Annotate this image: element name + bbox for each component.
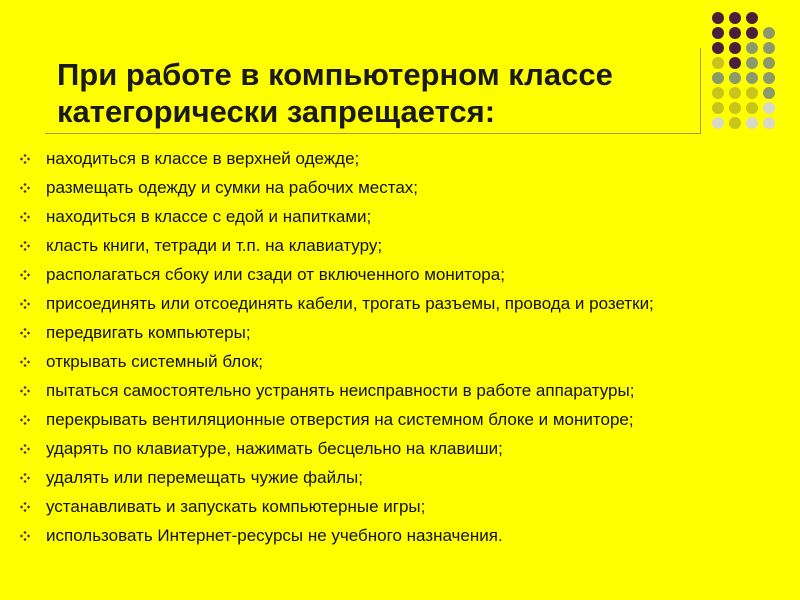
list-item bbox=[18, 351, 788, 372]
decorative-dot bbox=[746, 102, 758, 114]
list-item bbox=[18, 525, 788, 546]
title-line-2: категорически запрещается: bbox=[57, 94, 496, 129]
decorative-dot bbox=[746, 57, 758, 69]
list-item bbox=[18, 467, 788, 488]
diamond-bullet-icon bbox=[20, 444, 30, 454]
list-item bbox=[18, 264, 788, 285]
diamond-bullet-icon bbox=[20, 241, 30, 251]
title-box bbox=[45, 48, 701, 134]
diamond-bullet-icon bbox=[20, 473, 30, 483]
list-item-text: размещать одежду и сумки на рабочих местах; bbox=[46, 178, 419, 197]
list-item bbox=[18, 438, 788, 459]
diamond-bullet-icon bbox=[20, 212, 30, 222]
decorative-dot bbox=[763, 117, 775, 129]
diamond-bullet-icon bbox=[20, 386, 30, 396]
decorative-dot bbox=[729, 57, 741, 69]
diamond-bullet-icon bbox=[20, 299, 30, 309]
list-item-text: ударять по клавиатуре, нажимать бесцельно на клавиши; bbox=[46, 439, 503, 458]
decorative-dot bbox=[763, 27, 775, 39]
decorative-dot bbox=[763, 57, 775, 69]
rules-list bbox=[18, 148, 788, 554]
list-item bbox=[18, 206, 788, 227]
decorative-dot bbox=[712, 27, 724, 39]
decorative-dot bbox=[746, 42, 758, 54]
list-item bbox=[18, 409, 788, 430]
decorative-dot bbox=[746, 72, 758, 84]
decorative-dot bbox=[763, 42, 775, 54]
list-item-text: находиться в классе с едой и напитками; bbox=[46, 207, 372, 226]
list-item-text: пытаться самостоятельно устранять неисправности в работе аппаратуры; bbox=[46, 381, 635, 400]
list-item-text: передвигать компьютеры; bbox=[46, 323, 251, 342]
decorative-dot bbox=[712, 117, 724, 129]
decorative-dot bbox=[712, 42, 724, 54]
list-item-text: открывать системный блок; bbox=[46, 352, 264, 371]
list-item-text: перекрывать вентиляционные отверстия на системном блоке и мониторе; bbox=[46, 410, 634, 429]
list-item bbox=[18, 380, 788, 401]
slide-title bbox=[45, 48, 700, 130]
diamond-bullet-icon bbox=[20, 270, 30, 280]
list-item bbox=[18, 148, 788, 169]
decorative-dot bbox=[729, 87, 741, 99]
decorative-dot bbox=[763, 87, 775, 99]
list-item-text: располагаться сбоку или сзади от включенного монитора; bbox=[46, 265, 505, 284]
decorative-dot bbox=[746, 117, 758, 129]
decorative-dot bbox=[729, 117, 741, 129]
decorative-dot bbox=[729, 27, 741, 39]
decorative-dot bbox=[712, 72, 724, 84]
list-item-text: использовать Интернет-ресурсы не учебного назначения. bbox=[46, 526, 503, 545]
diamond-bullet-icon bbox=[20, 183, 30, 193]
list-item bbox=[18, 322, 788, 343]
diamond-bullet-icon bbox=[20, 415, 30, 425]
diamond-bullet-icon bbox=[20, 328, 30, 338]
decorative-dot bbox=[729, 102, 741, 114]
list-item-text: присоединять или отсоединять кабели, трогать разъемы, провода и розетки; bbox=[46, 294, 654, 313]
decorative-dot bbox=[746, 87, 758, 99]
diamond-bullet-icon bbox=[20, 357, 30, 367]
diamond-bullet-icon bbox=[20, 502, 30, 512]
list-item-text: находиться в классе в верхней одежде; bbox=[46, 149, 360, 168]
list-item bbox=[18, 177, 788, 198]
decorative-dot-grid bbox=[712, 12, 792, 132]
decorative-dot bbox=[729, 12, 741, 24]
diamond-bullet-icon bbox=[20, 154, 30, 164]
list-item-text: класть книги, тетради и т.п. на клавиатуру; bbox=[46, 236, 383, 255]
decorative-dot bbox=[712, 102, 724, 114]
title-line-1: При работе в компьютерном классе bbox=[57, 57, 613, 92]
decorative-dot bbox=[729, 72, 741, 84]
decorative-dot bbox=[712, 87, 724, 99]
list-item-text: устанавливать и запускать компьютерные игры; bbox=[46, 497, 426, 516]
decorative-dot bbox=[729, 42, 741, 54]
decorative-dot bbox=[763, 72, 775, 84]
decorative-dot bbox=[763, 102, 775, 114]
list-item-text: удалять или перемещать чужие файлы; bbox=[46, 468, 363, 487]
list-item bbox=[18, 293, 788, 314]
decorative-dot bbox=[712, 12, 724, 24]
decorative-dot bbox=[712, 57, 724, 69]
list-item bbox=[18, 235, 788, 256]
decorative-dot bbox=[746, 12, 758, 24]
diamond-bullet-icon bbox=[20, 531, 30, 541]
decorative-dot bbox=[746, 27, 758, 39]
list-item bbox=[18, 496, 788, 517]
